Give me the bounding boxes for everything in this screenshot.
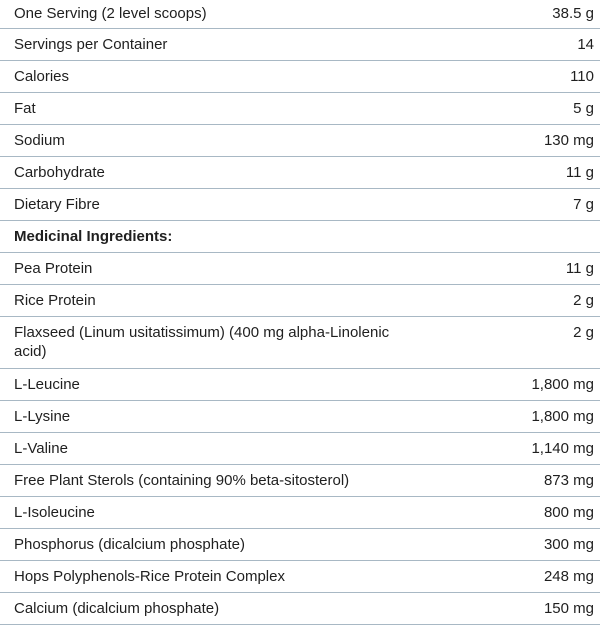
row-label: Rice Protein [14,292,96,309]
table-row-l-lysine [0,401,600,433]
table-row-servings-per-container [0,29,600,61]
row-value: 130 mg [543,132,594,149]
row-label: Free Plant Sterols (containing 90% beta-sitosterol) [14,472,350,489]
row-value: 2 g [573,324,594,341]
table-row-hops-polyphenols [0,561,600,593]
row-value: 14 [577,36,594,53]
row-value: 5 g [573,100,594,117]
table-row-sodium [0,125,600,157]
row-label: Servings per Container [14,36,168,53]
row-label: Pea Protein [14,260,93,277]
row-label: One Serving (2 level scoops) [14,5,207,22]
row-label: Flaxseed (Linum usitatissimum) (400 mg alpha-Linolenic acid) [14,324,390,360]
row-value: 1,140 mg [531,440,594,457]
table-row-free-plant-sterols [0,465,600,497]
row-label: Dietary Fibre [14,196,100,213]
row-value: 1,800 mg [531,376,594,393]
table-row-rice-protein [0,285,600,317]
row-value: 7 g [573,196,594,213]
table-row-flaxseed [0,317,600,369]
table-row-calcium [0,593,600,625]
section-heading-medicinal-ingredients [0,221,600,253]
row-label: Fat [14,100,36,117]
table-row-calories [0,61,600,93]
row-label: L-Valine [14,440,68,457]
row-value: 11 g [565,164,594,181]
section-heading-label: Medicinal Ingredients: [14,228,173,245]
table-row-serving-size [0,0,600,29]
row-value: 11 g [565,260,594,277]
row-value: 300 mg [543,536,594,553]
row-label: Phosphorus (dicalcium phosphate) [14,536,245,553]
table-row-carbohydrate [0,157,600,189]
row-label: L-Lysine [14,408,71,425]
row-value: 873 mg [543,472,594,489]
table-row-dietary-fibre [0,189,600,221]
table-row-l-isoleucine [0,497,600,529]
table-row-l-leucine [0,369,600,401]
row-value: 110 [570,68,594,85]
row-value: 248 mg [543,568,594,585]
row-label: Hops Polyphenols-Rice Protein Complex [14,568,285,585]
row-value: 38.5 g [552,5,594,22]
table-row-pea-protein [0,253,600,285]
row-value: 1,800 mg [531,408,594,425]
table-row-phosphorus [0,529,600,561]
row-label: L-Leucine [14,376,80,393]
row-value: 800 mg [543,504,594,521]
row-value: 2 g [573,292,594,309]
row-label: Calories [14,68,70,85]
row-label: Calcium (dicalcium phosphate) [14,600,220,617]
table-row-l-valine [0,433,600,465]
row-value: 150 mg [543,600,594,617]
row-label: Carbohydrate [14,164,105,181]
row-label: Sodium [14,132,65,149]
row-label: L-Isoleucine [14,504,95,521]
table-row-fat [0,93,600,125]
